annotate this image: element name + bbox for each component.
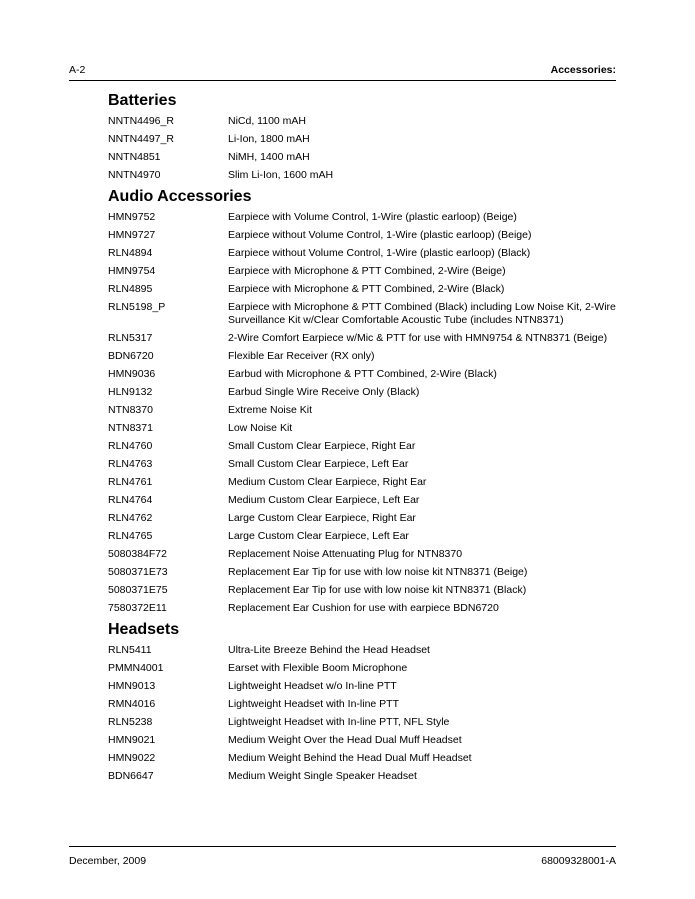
part-description: Earpiece with Microphone & PTT Combined (Black) including Low Noise Kit, 2-Wire Surveillance Kit w/Clear Comfortable Acoustic Tube (includes NTN8371) xyxy=(228,300,616,326)
part-number: RLN4765 xyxy=(108,529,153,542)
part-number: HMN9021 xyxy=(108,733,156,746)
part-number: HMN9754 xyxy=(108,264,156,277)
part-description: Li-Ion, 1800 mAH xyxy=(228,132,310,145)
list-item xyxy=(108,509,620,527)
accessories-list xyxy=(108,91,620,785)
list-item xyxy=(108,280,620,298)
list-item xyxy=(108,659,620,677)
part-description: Flexible Ear Receiver (RX only) xyxy=(228,349,375,362)
part-description: Medium Custom Clear Earpiece, Right Ear xyxy=(228,475,427,488)
list-item xyxy=(108,329,620,347)
part-description: Slim Li-Ion, 1600 mAH xyxy=(228,168,334,181)
part-number: 5080384F72 xyxy=(108,547,167,560)
list-item xyxy=(108,695,620,713)
part-number: NTN8371 xyxy=(108,421,153,434)
section-title: Accessories: xyxy=(550,64,616,76)
part-description: Lightweight Headset with In-line PTT xyxy=(228,697,399,710)
part-number: HMN9022 xyxy=(108,751,156,764)
part-description: Earpiece with Microphone & PTT Combined, 2-Wire (Beige) xyxy=(228,264,506,277)
part-description: Replacement Ear Tip for use with low noise kit NTN8371 (Beige) xyxy=(228,565,528,578)
part-number: RLN4764 xyxy=(108,493,153,506)
list-item xyxy=(108,130,620,148)
part-description: Medium Custom Clear Earpiece, Left Ear xyxy=(228,493,420,506)
page-header xyxy=(69,61,616,81)
part-number: RLN5411 xyxy=(108,643,152,656)
part-number: NNTN4497_R xyxy=(108,132,174,145)
part-description: Lightweight Headset w/o In-line PTT xyxy=(228,679,397,692)
section-batteries xyxy=(108,91,620,184)
part-number: RMN4016 xyxy=(108,697,156,710)
list-item xyxy=(108,563,620,581)
part-description: 2-Wire Comfort Earpiece w/Mic & PTT for use with HMN9754 & NTN8371 (Beige) xyxy=(228,331,608,344)
part-number: RLN5238 xyxy=(108,715,153,728)
header-rule xyxy=(69,80,616,81)
part-number: NNTN4496_R xyxy=(108,114,174,127)
part-number: RLN5198_P xyxy=(108,300,166,313)
part-description: Extreme Noise Kit xyxy=(228,403,313,416)
part-description: Small Custom Clear Earpiece, Right Ear xyxy=(228,439,416,452)
list-item xyxy=(108,112,620,130)
part-number: RLN4895 xyxy=(108,282,153,295)
part-number: RLN5317 xyxy=(108,331,153,344)
part-number: RLN4760 xyxy=(108,439,153,452)
list-item xyxy=(108,749,620,767)
part-description: NiMH, 1400 mAH xyxy=(228,150,310,163)
list-item xyxy=(108,166,620,184)
part-number: NTN8370 xyxy=(108,403,153,416)
part-number: RLN4894 xyxy=(108,246,153,259)
list-item xyxy=(108,473,620,491)
footer-date: December, 2009 xyxy=(69,855,147,867)
list-item xyxy=(108,455,620,473)
list-item xyxy=(108,437,620,455)
part-description: Replacement Ear Tip for use with low noise kit NTN8371 (Black) xyxy=(228,583,527,596)
part-description: Earpiece with Microphone & PTT Combined, 2-Wire (Black) xyxy=(228,282,505,295)
list-item xyxy=(108,298,620,329)
part-number: 5080371E73 xyxy=(108,565,168,578)
section-headsets xyxy=(108,620,620,785)
list-item xyxy=(108,244,620,262)
part-description: Earbud with Microphone & PTT Combined, 2-Wire (Black) xyxy=(228,367,497,380)
list-item xyxy=(108,401,620,419)
section-heading: Headsets xyxy=(108,621,180,638)
part-number: BDN6720 xyxy=(108,349,154,362)
part-description: Earbud Single Wire Receive Only (Black) xyxy=(228,385,420,398)
section-audio-accessories xyxy=(108,187,620,617)
part-description: Low Noise Kit xyxy=(228,421,293,434)
part-description: Earpiece without Volume Control, 1-Wire (plastic earloop) (Black) xyxy=(228,246,531,259)
part-number: HLN9132 xyxy=(108,385,153,398)
part-description: Medium Weight Single Speaker Headset xyxy=(228,769,417,782)
part-description: Small Custom Clear Earpiece, Left Ear xyxy=(228,457,409,470)
list-item xyxy=(108,148,620,166)
part-description: Earset with Flexible Boom Microphone xyxy=(228,661,408,674)
part-number: BDN6647 xyxy=(108,769,154,782)
list-item xyxy=(108,731,620,749)
part-number: HMN9752 xyxy=(108,210,156,223)
part-number: RLN4761 xyxy=(108,475,153,488)
list-item xyxy=(108,208,620,226)
list-item xyxy=(108,262,620,280)
part-number: NNTN4851 xyxy=(108,150,161,163)
part-number: HMN9013 xyxy=(108,679,156,692)
part-number: RLN4763 xyxy=(108,457,153,470)
part-number: HMN9727 xyxy=(108,228,156,241)
list-item xyxy=(108,713,620,731)
list-item xyxy=(108,581,620,599)
part-description: Earpiece with Volume Control, 1-Wire (plastic earloop) (Beige) xyxy=(228,210,517,223)
part-number: NNTN4970 xyxy=(108,168,161,181)
list-item xyxy=(108,527,620,545)
part-description: Earpiece without Volume Control, 1-Wire (plastic earloop) (Beige) xyxy=(228,228,532,241)
section-heading: Batteries xyxy=(108,92,177,109)
part-number: PMMN4001 xyxy=(108,661,164,674)
part-description: Replacement Ear Cushion for use with earpiece BDN6720 xyxy=(228,601,499,614)
section-heading: Audio Accessories xyxy=(108,188,252,205)
list-item xyxy=(108,226,620,244)
part-number: HMN9036 xyxy=(108,367,156,380)
part-description: Ultra-Lite Breeze Behind the Head Headset xyxy=(228,643,430,656)
list-item xyxy=(108,767,620,785)
part-number: 5080371E75 xyxy=(108,583,168,596)
list-item xyxy=(108,599,620,617)
part-description: Replacement Noise Attenuating Plug for NTN8370 xyxy=(228,547,463,560)
list-item xyxy=(108,677,620,695)
list-item xyxy=(108,383,620,401)
list-item xyxy=(108,641,620,659)
list-item xyxy=(108,545,620,563)
part-description: Medium Weight Behind the Head Dual Muff Headset xyxy=(228,751,472,764)
footer-rule xyxy=(69,846,616,847)
footer-doc-number: 68009328001-A xyxy=(541,855,616,867)
part-description: Lightweight Headset with In-line PTT, NFL Style xyxy=(228,715,450,728)
list-item xyxy=(108,419,620,437)
list-item xyxy=(108,365,620,383)
part-description: NiCd, 1100 mAH xyxy=(228,114,307,127)
part-number: RLN4762 xyxy=(108,511,153,524)
list-item xyxy=(108,347,620,365)
part-description: Medium Weight Over the Head Dual Muff Headset xyxy=(228,733,462,746)
part-description: Large Custom Clear Earpiece, Right Ear xyxy=(228,511,416,524)
list-item xyxy=(108,491,620,509)
part-number: 7580372E11 xyxy=(108,601,167,614)
part-description: Large Custom Clear Earpiece, Left Ear xyxy=(228,529,409,542)
page-label: A-2 xyxy=(69,64,86,76)
